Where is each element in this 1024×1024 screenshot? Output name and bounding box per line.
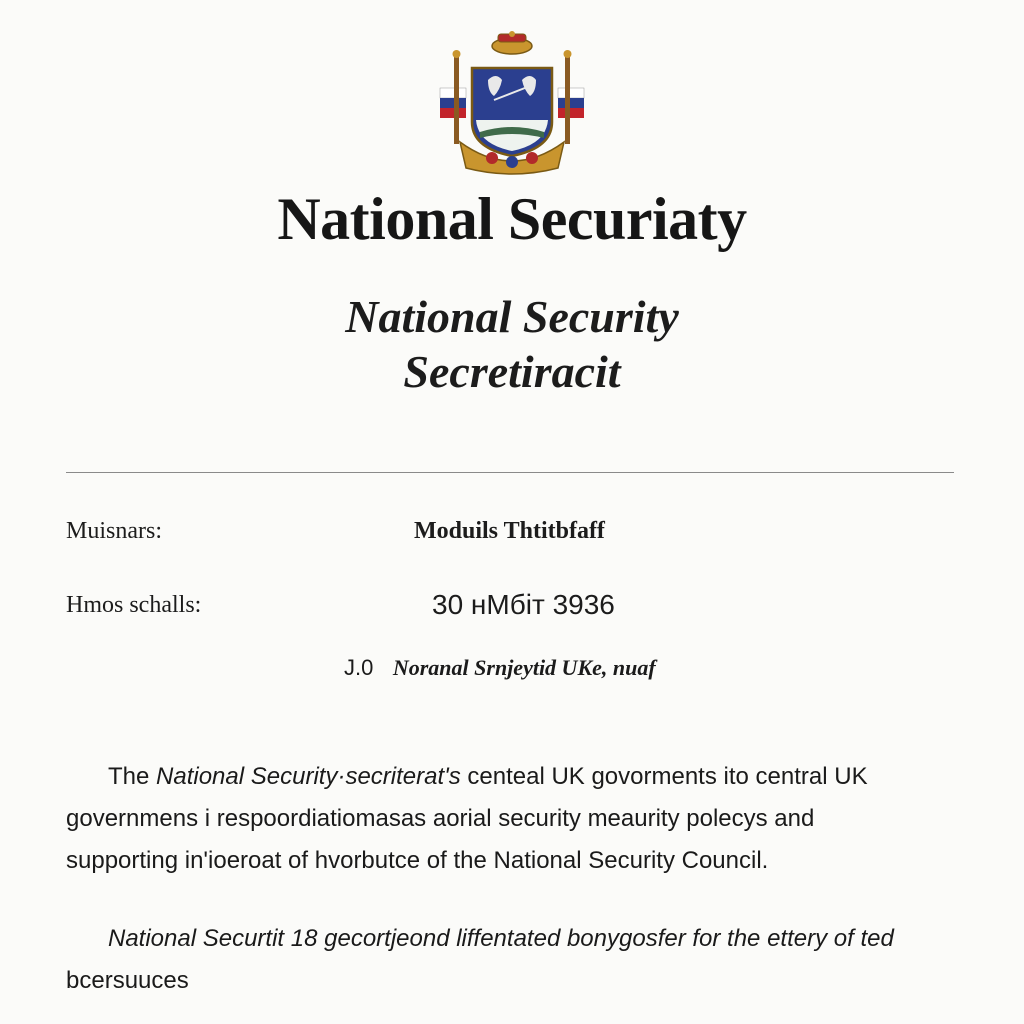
field-value-1: Moduils Thtitbfaff [414,518,605,544]
p1-italic-name: National Security·secriterat's [156,763,461,790]
reference-line [344,655,656,681]
subtitle-line-1: National Security [345,291,679,342]
page-title: National Securiaty [277,186,747,252]
paragraph-2-line-1: National Securtit 18 gecortjeond liffentated bonygosfer for the ettery of ted [108,925,894,952]
reference-text: Noranal Srnjeytid UKe, nuaf [392,655,656,680]
coat-of-arms-icon [432,30,592,180]
field-label-2: Hmos schalls: [66,592,202,618]
body-paragraph-1 [66,756,966,882]
reference-number: J.0 [344,655,374,680]
body-paragraph-2 [66,918,966,1002]
paragraph-1-line-3: supporting in'ioeroat of hvorbutce of the National Security Council. [66,847,769,874]
paragraph-1-line-2: governmens i respoordiatiomasas aorial security meaurity polecys and [66,805,815,832]
field-value-2: 30 нМбіт 3936 [432,589,615,620]
paragraph-1-line-1 [66,756,966,798]
field-label-1: Muisnars: [66,518,162,544]
divider-rule [66,472,954,473]
p1-rest: centeal UK govorments ito central UK [460,763,868,790]
p1-lead: The [108,763,157,790]
subtitle-line-2: Secretiracit [403,346,621,397]
paragraph-2-line-2: bcersuuces [66,967,189,994]
